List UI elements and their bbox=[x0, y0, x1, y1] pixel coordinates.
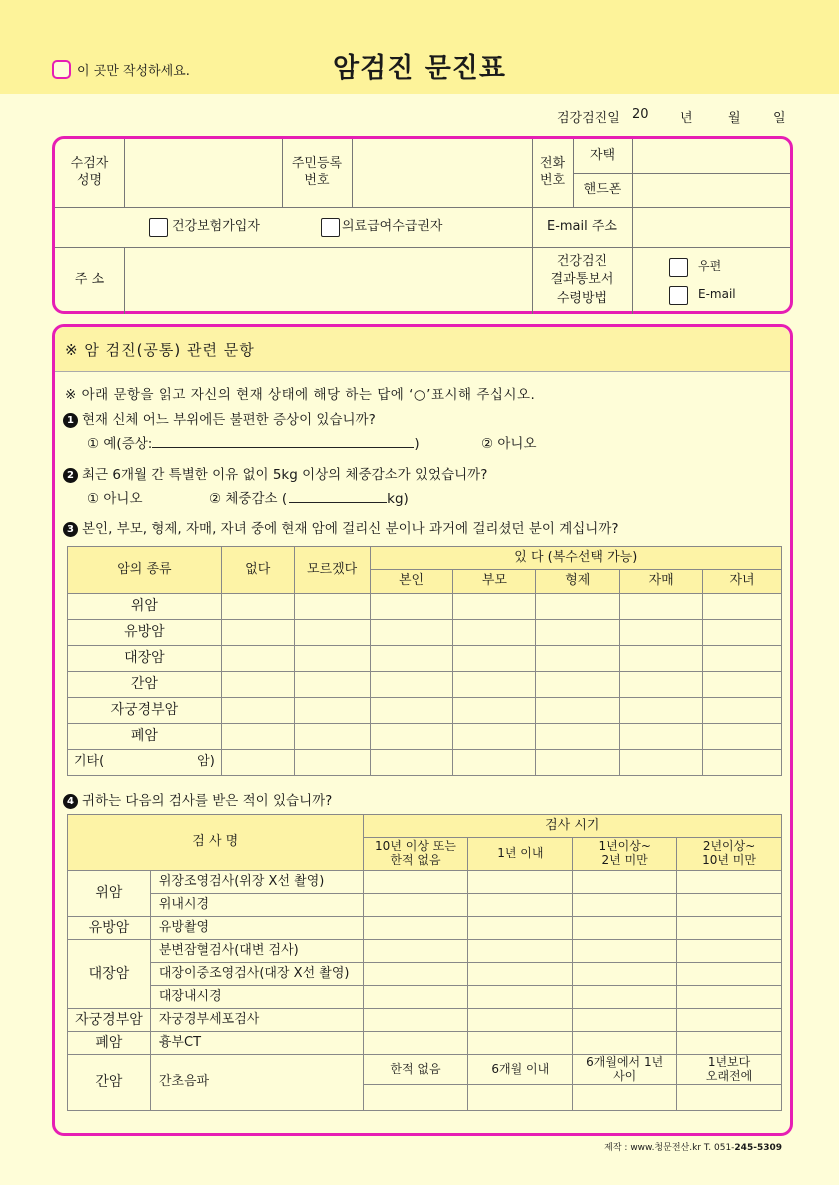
q3-answer-cell[interactable] bbox=[703, 594, 782, 620]
q4-test-name: 분변잠혈검사(대변 검사) bbox=[150, 940, 363, 963]
q3-header-relation: 부모 bbox=[453, 570, 536, 594]
post-label: 우편 bbox=[698, 259, 722, 274]
q3-number: 3 bbox=[63, 522, 78, 537]
table-row bbox=[68, 1009, 782, 1032]
q3-answer-cell[interactable] bbox=[453, 620, 536, 646]
exam-date-year: 년 bbox=[680, 111, 693, 126]
insured-label: 건강보험가입자 bbox=[172, 218, 260, 234]
medicaid-checkbox[interactable] bbox=[321, 218, 340, 237]
q2-opt2-prefix: ② 체중감소 ( bbox=[209, 491, 288, 507]
q4-cancer-label: 폐암 bbox=[68, 1032, 151, 1055]
exam-date-day: 일 bbox=[773, 111, 786, 126]
q3-answer-cell[interactable] bbox=[370, 594, 453, 620]
q4-header-period-option: 1년이상~ 2년 미만 bbox=[573, 838, 677, 871]
q3-answer-cell[interactable] bbox=[620, 646, 703, 672]
q3-cancer-label: 폐암 bbox=[68, 724, 222, 750]
q4-liver-period-option: 6개월 이내 bbox=[468, 1055, 573, 1085]
rrn-label: 주민등록 번호 bbox=[291, 156, 343, 188]
table-row bbox=[68, 698, 782, 724]
table-row bbox=[68, 750, 782, 776]
q3-answer-cell[interactable] bbox=[453, 698, 536, 724]
q4-answer-cell[interactable] bbox=[468, 894, 573, 917]
q3-answer-cell[interactable] bbox=[370, 750, 453, 776]
q4-answer-cell[interactable] bbox=[677, 1085, 782, 1111]
q4-title bbox=[63, 789, 332, 809]
q4-answer-cell[interactable] bbox=[363, 986, 468, 1009]
q3-answer-cell[interactable] bbox=[703, 672, 782, 698]
rrn-field[interactable] bbox=[353, 139, 532, 207]
q4-liver-period-option: 한적 없음 bbox=[363, 1055, 468, 1085]
table-row bbox=[68, 672, 782, 698]
legend-text: 이 곳만 작성하세요. bbox=[77, 64, 190, 79]
q3-answer-cell[interactable] bbox=[453, 724, 536, 750]
q3-answer-cell[interactable] bbox=[370, 672, 453, 698]
q4-header-period-option: 1년 이내 bbox=[468, 838, 573, 871]
table-row bbox=[68, 986, 782, 1009]
q4-answer-cell[interactable] bbox=[573, 1009, 677, 1032]
result-method-label: 건강검진 결과통보서 수령방법 bbox=[550, 254, 614, 306]
q4-test-name: 자궁경부세포검사 bbox=[150, 1009, 363, 1032]
q3-answer-cell[interactable] bbox=[221, 646, 294, 672]
q3-answer-cell[interactable] bbox=[536, 594, 620, 620]
q4-cancer-label: 유방암 bbox=[68, 917, 151, 940]
q2-title bbox=[63, 463, 487, 483]
q4-header-period: 검사 시기 bbox=[363, 815, 781, 838]
email-field[interactable] bbox=[633, 207, 791, 247]
footer-credit bbox=[604, 1140, 782, 1153]
q3-answer-cell[interactable] bbox=[221, 594, 294, 620]
q3-answer-cell[interactable] bbox=[620, 724, 703, 750]
q3-header-type: 암의 종류 bbox=[68, 547, 222, 594]
q3-answer-cell[interactable] bbox=[703, 646, 782, 672]
q4-answer-cell[interactable] bbox=[677, 1032, 782, 1055]
q4-answer-cell[interactable] bbox=[573, 1085, 677, 1111]
q2-opt2-suffix: kg) bbox=[387, 491, 409, 507]
q4-answer-cell[interactable] bbox=[677, 917, 782, 940]
q3-answer-cell[interactable] bbox=[294, 672, 370, 698]
email-option[interactable] bbox=[669, 284, 769, 306]
q4-answer-cell[interactable] bbox=[468, 1032, 573, 1055]
q3-answer-cell[interactable] bbox=[294, 646, 370, 672]
q4-test-name: 유방촬영 bbox=[150, 917, 363, 940]
q4-header-test-name: 검 사 명 bbox=[68, 815, 364, 871]
q3-answer-cell[interactable] bbox=[536, 646, 620, 672]
q3-title bbox=[63, 517, 619, 537]
insured-checkbox[interactable] bbox=[149, 218, 168, 237]
address-label: 주 소 bbox=[74, 272, 105, 288]
q3-header-none: 없다 bbox=[221, 547, 294, 594]
q3-header-relation: 자녀 bbox=[703, 570, 782, 594]
footer-label: 제작 : www.청문전산.kr T. 051- bbox=[604, 1143, 735, 1153]
exam-date-month: 월 bbox=[728, 111, 741, 126]
q4-answer-cell[interactable] bbox=[677, 963, 782, 986]
q3-answer-cell[interactable] bbox=[453, 750, 536, 776]
q2-text: 최근 6개월 간 특별한 이유 없이 5kg 이상의 체중감소가 있었습니까? bbox=[82, 467, 488, 483]
q3-answer-cell[interactable] bbox=[620, 698, 703, 724]
q1-opt1-suffix: ) bbox=[414, 436, 420, 452]
exam-date-label: 검강검진일 bbox=[557, 111, 620, 126]
q4-answer-cell[interactable] bbox=[468, 917, 573, 940]
q4-answer-cell[interactable] bbox=[677, 871, 782, 894]
q4-answer-cell[interactable] bbox=[363, 1009, 468, 1032]
q2-option-loss[interactable] bbox=[209, 487, 409, 507]
home-phone-label: 자택 bbox=[589, 147, 616, 163]
table-row bbox=[68, 1055, 782, 1085]
q1-number: 1 bbox=[63, 413, 78, 428]
q4-test-table bbox=[67, 814, 782, 1111]
q3-answer-cell[interactable] bbox=[536, 698, 620, 724]
q4-answer-cell[interactable] bbox=[677, 986, 782, 1009]
q1-text: 현재 신체 어느 부위에든 불편한 증상이 있습니까? bbox=[82, 412, 376, 428]
q3-answer-cell[interactable] bbox=[453, 594, 536, 620]
q3-header-relation: 본인 bbox=[370, 570, 453, 594]
q3-header-unknown: 모르겠다 bbox=[294, 547, 370, 594]
q1-option-no[interactable]: ② 아니오 bbox=[481, 436, 537, 452]
q3-answer-cell[interactable] bbox=[703, 698, 782, 724]
mobile-phone-field[interactable] bbox=[633, 173, 791, 207]
email-option-label: E-mail bbox=[698, 287, 736, 302]
q4-answer-cell[interactable] bbox=[573, 940, 677, 963]
q3-answer-cell[interactable] bbox=[221, 698, 294, 724]
q3-other-prefix: 기타( bbox=[74, 754, 105, 770]
table-row bbox=[68, 724, 782, 750]
table-row bbox=[68, 917, 782, 940]
q4-answer-cell[interactable] bbox=[573, 1032, 677, 1055]
email-label: E-mail 주소 bbox=[546, 218, 617, 234]
q3-answer-cell[interactable] bbox=[370, 646, 453, 672]
name-label: 수검자 성명 bbox=[70, 156, 109, 188]
q4-answer-cell[interactable] bbox=[573, 986, 677, 1009]
exam-date-year-prefix: 20 bbox=[632, 107, 649, 122]
table-row bbox=[68, 963, 782, 986]
q3-header-yes: 있 다 (복수선택 가능) bbox=[370, 547, 781, 570]
q4-answer-cell[interactable] bbox=[573, 894, 677, 917]
section-title: ※ 암 검진(공통) 관련 문항 bbox=[55, 327, 790, 372]
q3-answer-cell[interactable] bbox=[536, 724, 620, 750]
q3-answer-cell[interactable] bbox=[221, 750, 294, 776]
post-option[interactable] bbox=[669, 256, 769, 278]
q4-answer-cell[interactable] bbox=[363, 894, 468, 917]
q1-option-yes[interactable] bbox=[87, 432, 420, 452]
q3-answer-cell[interactable] bbox=[536, 620, 620, 646]
insured-option[interactable] bbox=[149, 207, 299, 247]
q4-answer-cell[interactable] bbox=[363, 1085, 468, 1111]
q3-answer-cell[interactable] bbox=[370, 698, 453, 724]
q4-answer-cell[interactable] bbox=[363, 940, 468, 963]
q3-answer-cell[interactable] bbox=[294, 724, 370, 750]
q3-answer-cell[interactable] bbox=[536, 672, 620, 698]
q4-liver-period-option: 1년보다 오래전에 bbox=[677, 1055, 782, 1085]
q4-test-name: 대장이중조영검사(대장 X선 촬영) bbox=[150, 963, 363, 986]
address-field[interactable] bbox=[125, 247, 532, 314]
q4-test-name: 위장조영검사(위장 X선 촬영) bbox=[150, 871, 363, 894]
q4-answer-cell[interactable] bbox=[677, 1009, 782, 1032]
q4-answer-cell[interactable] bbox=[468, 940, 573, 963]
q3-answer-cell[interactable] bbox=[620, 620, 703, 646]
q3-family-table bbox=[67, 546, 782, 776]
table-row bbox=[68, 594, 782, 620]
q1-title bbox=[63, 408, 376, 428]
q2-kg-field[interactable] bbox=[289, 490, 387, 503]
q3-other-suffix: 암) bbox=[197, 754, 215, 770]
q1-opt1-prefix: ① 예(증상: bbox=[87, 436, 153, 452]
q3-answer-cell[interactable] bbox=[294, 594, 370, 620]
phone-label: 전화 번호 bbox=[539, 156, 566, 188]
q3-cancer-label: 간암 bbox=[68, 672, 222, 698]
q3-answer-cell[interactable] bbox=[221, 672, 294, 698]
q3-answer-cell[interactable] bbox=[221, 724, 294, 750]
table-row bbox=[68, 1032, 782, 1055]
q4-answer-cell[interactable] bbox=[468, 963, 573, 986]
q3-answer-cell[interactable] bbox=[221, 620, 294, 646]
q4-liver-period-option: 6개월에서 1년 사이 bbox=[573, 1055, 677, 1085]
table-row bbox=[68, 620, 782, 646]
q4-answer-cell[interactable] bbox=[677, 894, 782, 917]
table-row bbox=[68, 940, 782, 963]
questionnaire-box bbox=[52, 324, 793, 1136]
q3-answer-cell[interactable] bbox=[536, 750, 620, 776]
q3-text: 본인, 부모, 형제, 자매, 자녀 중에 현재 암에 걸리신 분이나 과거에 걸리셨던 분이 계십니까? bbox=[82, 521, 619, 537]
q3-header-relation: 자매 bbox=[620, 570, 703, 594]
q4-header-period-option: 2년이상~ 10년 미만 bbox=[677, 838, 782, 871]
q2-number: 2 bbox=[63, 468, 78, 483]
table-row bbox=[68, 871, 782, 894]
q4-answer-cell[interactable] bbox=[573, 963, 677, 986]
q4-cancer-label: 간암 bbox=[68, 1055, 151, 1111]
q3-answer-cell[interactable] bbox=[370, 724, 453, 750]
email-checkbox[interactable] bbox=[669, 286, 688, 305]
q4-answer-cell[interactable] bbox=[468, 1009, 573, 1032]
q4-answer-cell[interactable] bbox=[677, 940, 782, 963]
footer-phone: 245-5309 bbox=[734, 1143, 782, 1153]
table-row bbox=[68, 894, 782, 917]
q3-answer-cell[interactable] bbox=[620, 672, 703, 698]
q3-cancer-label: 위암 bbox=[68, 594, 222, 620]
q3-answer-cell[interactable] bbox=[294, 750, 370, 776]
name-field[interactable] bbox=[125, 139, 282, 207]
q4-answer-cell[interactable] bbox=[468, 1085, 573, 1111]
q4-cancer-label: 대장암 bbox=[68, 940, 151, 1009]
q3-answer-cell[interactable] bbox=[620, 750, 703, 776]
q2-option-no[interactable]: ① 아니오 bbox=[87, 491, 143, 507]
medicaid-option[interactable] bbox=[321, 207, 501, 247]
medicaid-label: 의료급여수급권자 bbox=[342, 218, 443, 234]
q4-answer-cell[interactable] bbox=[363, 871, 468, 894]
q4-answer-cell[interactable] bbox=[468, 871, 573, 894]
q4-header-period-option: 10년 이상 또는 한적 없음 bbox=[363, 838, 468, 871]
q4-answer-cell[interactable] bbox=[363, 1032, 468, 1055]
q4-test-name: 흉부CT bbox=[150, 1032, 363, 1055]
q3-cancer-label: 자궁경부암 bbox=[68, 698, 222, 724]
q3-answer-cell[interactable] bbox=[703, 620, 782, 646]
q4-test-name: 대장내시경 bbox=[150, 986, 363, 1009]
q3-cancer-label: 대장암 bbox=[68, 646, 222, 672]
q4-answer-cell[interactable] bbox=[363, 917, 468, 940]
personal-info-box bbox=[52, 136, 793, 314]
q3-answer-cell[interactable] bbox=[620, 594, 703, 620]
post-checkbox[interactable] bbox=[669, 258, 688, 277]
q4-answer-cell[interactable] bbox=[363, 963, 468, 986]
table-row bbox=[68, 646, 782, 672]
q3-cancer-label: 유방암 bbox=[68, 620, 222, 646]
q3-other-cancer-cell[interactable] bbox=[68, 750, 222, 776]
q3-header-relation: 형제 bbox=[536, 570, 620, 594]
q4-answer-cell[interactable] bbox=[573, 871, 677, 894]
q4-answer-cell[interactable] bbox=[468, 986, 573, 1009]
q4-test-name: 간초음파 bbox=[150, 1055, 363, 1111]
home-phone-field[interactable] bbox=[633, 139, 791, 173]
instruction-text: ※ 아래 문항을 읽고 자신의 현재 상태에 해당 하는 답에 ‘○’표시해 주십시오. bbox=[65, 387, 536, 403]
q3-answer-cell[interactable] bbox=[703, 724, 782, 750]
q3-answer-cell[interactable] bbox=[703, 750, 782, 776]
q4-cancer-label: 위암 bbox=[68, 871, 151, 917]
mobile-phone-label: 핸드폰 bbox=[583, 181, 622, 197]
q3-answer-cell[interactable] bbox=[370, 620, 453, 646]
q3-answer-cell[interactable] bbox=[453, 672, 536, 698]
page-title: 암검진 문진표 bbox=[333, 53, 506, 84]
q3-answer-cell[interactable] bbox=[294, 698, 370, 724]
q4-answer-cell[interactable] bbox=[573, 917, 677, 940]
q4-number: 4 bbox=[63, 794, 78, 809]
q4-test-name: 위내시경 bbox=[150, 894, 363, 917]
q3-answer-cell[interactable] bbox=[294, 620, 370, 646]
q4-cancer-label: 자궁경부암 bbox=[68, 1009, 151, 1032]
q1-symptom-field[interactable] bbox=[152, 435, 414, 448]
q4-text: 귀하는 다음의 검사를 받은 적이 있습니까? bbox=[82, 793, 333, 809]
q3-answer-cell[interactable] bbox=[453, 646, 536, 672]
